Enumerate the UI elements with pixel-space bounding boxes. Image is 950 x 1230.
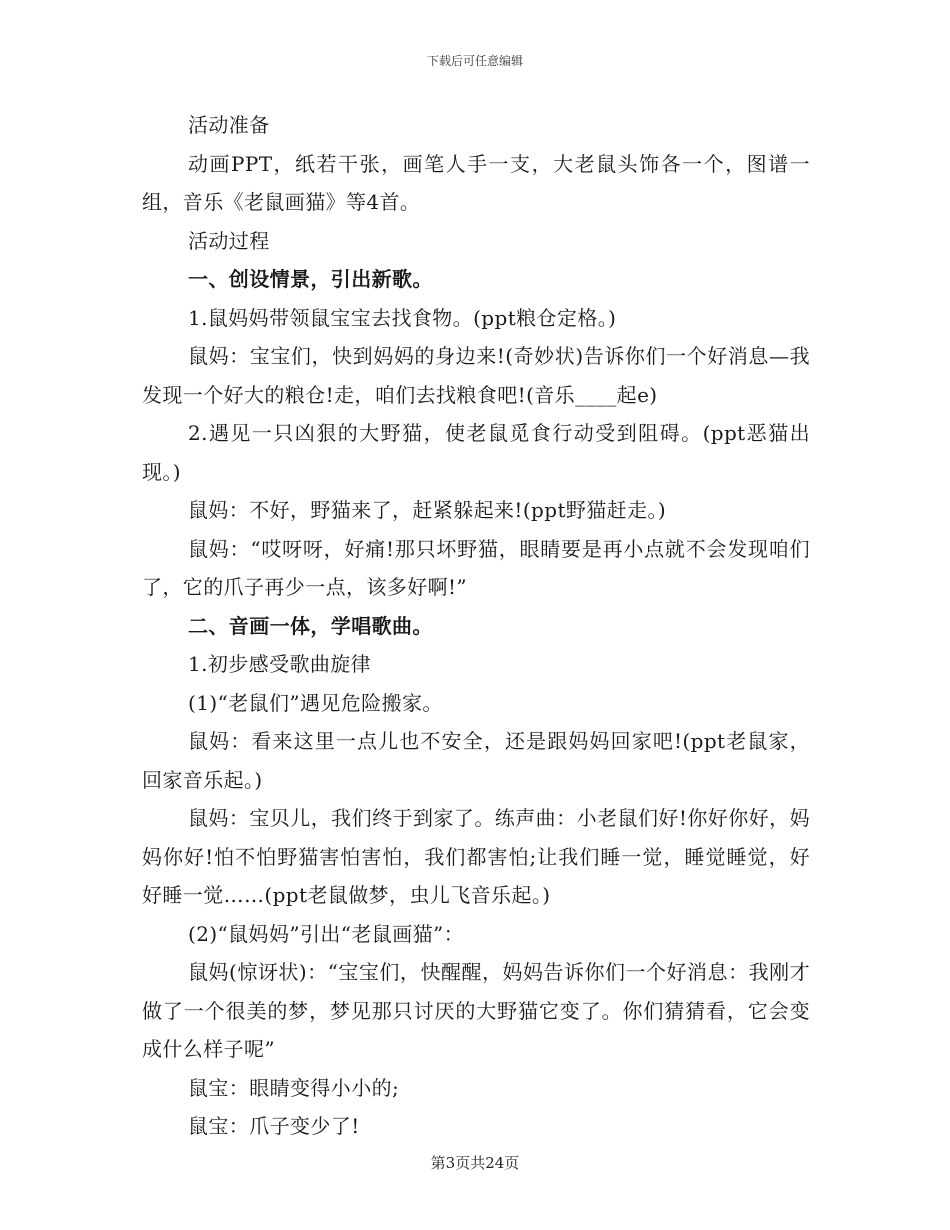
paragraph: 鼠妈：不好，野猫来了，赶紧躲起来!(ppt野猫赶走。) [188,498,667,522]
paragraph: 鼠宝：爪子变少了! [188,1114,360,1138]
paragraph: 鼠妈：宝贝儿，我们终于到家了。练声曲：小老鼠们好!你好你好，妈妈你好!怕不怕野猫害怕害怕，我们都害怕;让我们睡一觉，睡觉睡觉，好好睡一觉……(ppt老鼠做梦，虫儿飞音乐起。) [142,806,810,907]
paragraph: 1.鼠妈妈带领鼠宝宝去找食物。(ppt粮仓定格。) [188,305,617,330]
document-body [142,106,810,1146]
paragraph: 鼠妈：看来这里一点儿也不安全，还是跟妈妈回家吧!(ppt老鼠家，回家音乐起。) [142,729,810,792]
paragraph: (1)“老鼠们”遇见危险搬家。 [188,690,443,715]
paragraph: 鼠妈(惊讶状)：“宝宝们，快醒醒，妈妈告诉你们一个好消息：我刚才做了一个很美的梦，梦见那只讨厌的大野猫它变了。你们猜猜看，它会变成什么样子呢” [142,960,810,1061]
paragraph: 1.初步感受歌曲旋律 [188,652,372,676]
page-footer: 第3页共24页 [430,1154,520,1172]
paragraph: 活动过程 [188,228,270,253]
paragraph: 动画PPT，纸若干张，画笔人手一支，大老鼠头饰各一个，图谱一组，音乐《老鼠画猫》等4首。 [142,151,810,214]
paragraph: 鼠妈：宝宝们，快到妈妈的身边来!(奇妙状)告诉你们一个好消息—我发现一个好大的粮仓!走，咱们去找粮食吧!(音乐____起e) [142,344,810,407]
paragraph: 鼠宝：眼睛变得小小的; [188,1075,400,1100]
paragraph: 活动准备 [188,113,270,137]
section-heading: 一、创设情景，引出新歌。 [188,267,433,291]
paragraph: 鼠妈：“哎呀呀，好痛!那只坏野猫，眼睛要是再小点就不会发现咱们了，它的爪子再少一点，该多好啊!” [142,536,810,599]
page-header: 下载后可任意编辑 [426,54,523,68]
paragraph: 2.遇见一只凶狠的大野猫，使老鼠觅食行动受到阻碍。(ppt恶猫出现。) [142,421,810,484]
section-heading: 二、音画一体，学唱歌曲。 [188,613,433,638]
paragraph: (2)“鼠妈妈”引出“老鼠画猫”： [188,921,465,946]
